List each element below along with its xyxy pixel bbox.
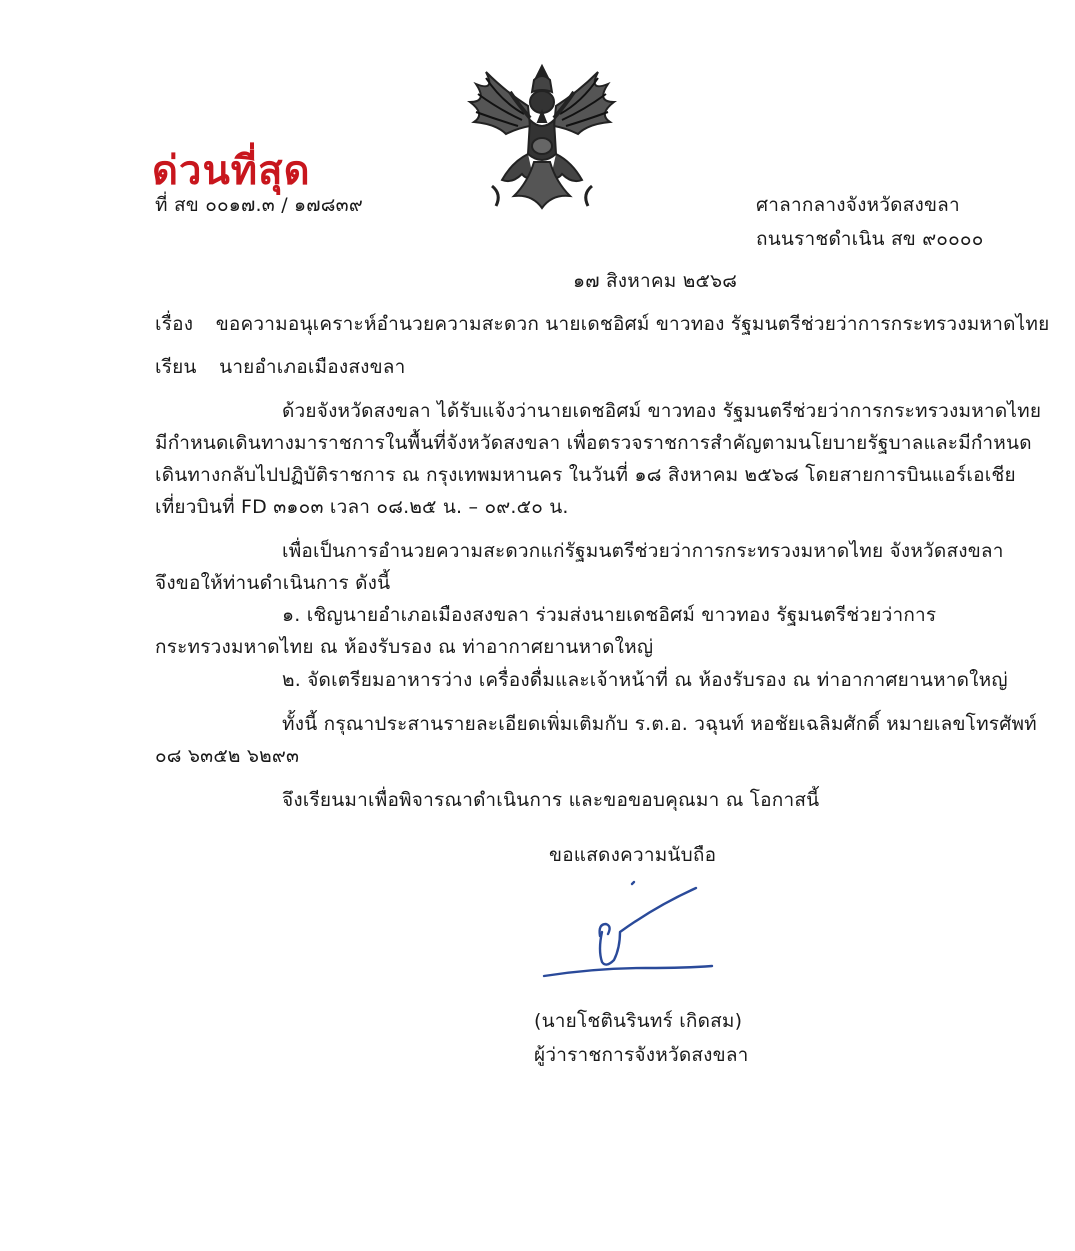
signer-name: (นายโชตินรินทร์ เกิดสม)	[534, 1010, 743, 1032]
item-1-line-1: ๑. เชิญนายอำเภอเมืองสงขลา ร่วมส่งนายเดชอิศม์ ขาวทอง รัฐมนตรีช่วยว่าการ	[282, 604, 937, 626]
paragraph-2-line-1: เพื่อเป็นการอำนวยความสะดวกแก่รัฐมนตรีช่วยว่าการกระทรวงมหาดไทย จังหวัดสงขลา	[282, 540, 1004, 562]
recipient-label: เรียน	[155, 356, 197, 378]
letter-date: ๑๗ สิงหาคม ๒๕๖๘	[573, 270, 738, 292]
paragraph-1-line-1: ด้วยจังหวัดสงขลา ได้รับแจ้งว่านายเดชอิศม์ ขาวทอง รัฐมนตรีช่วยว่าการกระทรวงมหาดไทย	[282, 400, 1042, 422]
reference-number: ที่ สข ๐๐๑๗.๓ / ๑๗๘๓๙	[155, 194, 363, 216]
salutation: ขอแสดงความนับถือ	[549, 844, 717, 866]
paragraph-1-line-4: เที่ยวบินที่ FD ๓๑๐๓ เวลา ๐๘.๒๕ น. – ๐๙.๕๐ น.	[155, 496, 569, 518]
item-1-line-2: กระทรวงมหาดไทย ณ ห้องรับรอง ณ ท่าอากาศยานหาดใหญ่	[155, 636, 654, 658]
paragraph-3-line-1: ทั้งนี้ กรุณาประสานรายละเอียดเพิ่มเติมกับ ร.ต.อ. วฉุนท์ หอชัยเฉลิมศักดิ์ หมายเลขโทรศัพท์	[282, 713, 1037, 735]
paragraph-1-line-3: เดินทางกลับไปปฏิบัติราชการ ณ กรุงเทพมหานคร ในวันที่ ๑๘ สิงหาคม ๒๕๖๘ โดยสายการบินแอร์เอเชีย	[155, 464, 1016, 486]
office-address-line1: ศาลากลางจังหวัดสงขลา	[756, 194, 960, 216]
item-2: ๒. จัดเตรียมอาหารว่าง เครื่องดื่มและเจ้าหน้าที่ ณ ห้องรับรอง ณ ท่าอากาศยานหาดใหญ่	[282, 669, 1008, 691]
subject-label: เรื่อง	[155, 313, 194, 335]
signer-position: ผู้ว่าราชการจังหวัดสงขลา	[534, 1044, 749, 1066]
closing-sentence: จึงเรียนมาเพื่อพิจารณาดำเนินการ และขอขอบคุณมา ณ โอกาสนี้	[282, 789, 820, 811]
garuda-emblem-icon	[466, 62, 618, 212]
handwritten-signature	[536, 876, 726, 986]
subject-line	[155, 309, 1049, 339]
office-address-line2: ถนนราชดำเนิน สข ๙๐๐๐๐	[756, 228, 984, 250]
recipient-line	[155, 352, 406, 382]
paragraph-1-line-2: มีกำหนดเดินทางมาราชการในพื้นที่จังหวัดสงขลา เพื่อตรวจราชการสำคัญตามนโยบายรัฐบาลและมีกำหนด	[155, 432, 1032, 454]
subject-text: ขอความอนุเคราะห์อำนวยความสะดวก นายเดชอิศม์ ขาวทอง รัฐมนตรีช่วยว่าการกระทรวงมหาดไทย	[215, 313, 1050, 335]
paragraph-3-line-2: ๐๘ ๖๓๕๒ ๖๒๙๓	[155, 745, 300, 767]
urgency-label: ด่วนที่สุด	[152, 148, 311, 194]
paragraph-2-line-2: จึงขอให้ท่านดำเนินการ ดังนี้	[155, 572, 391, 594]
recipient-text: นายอำเภอเมืองสงขลา	[219, 356, 406, 378]
